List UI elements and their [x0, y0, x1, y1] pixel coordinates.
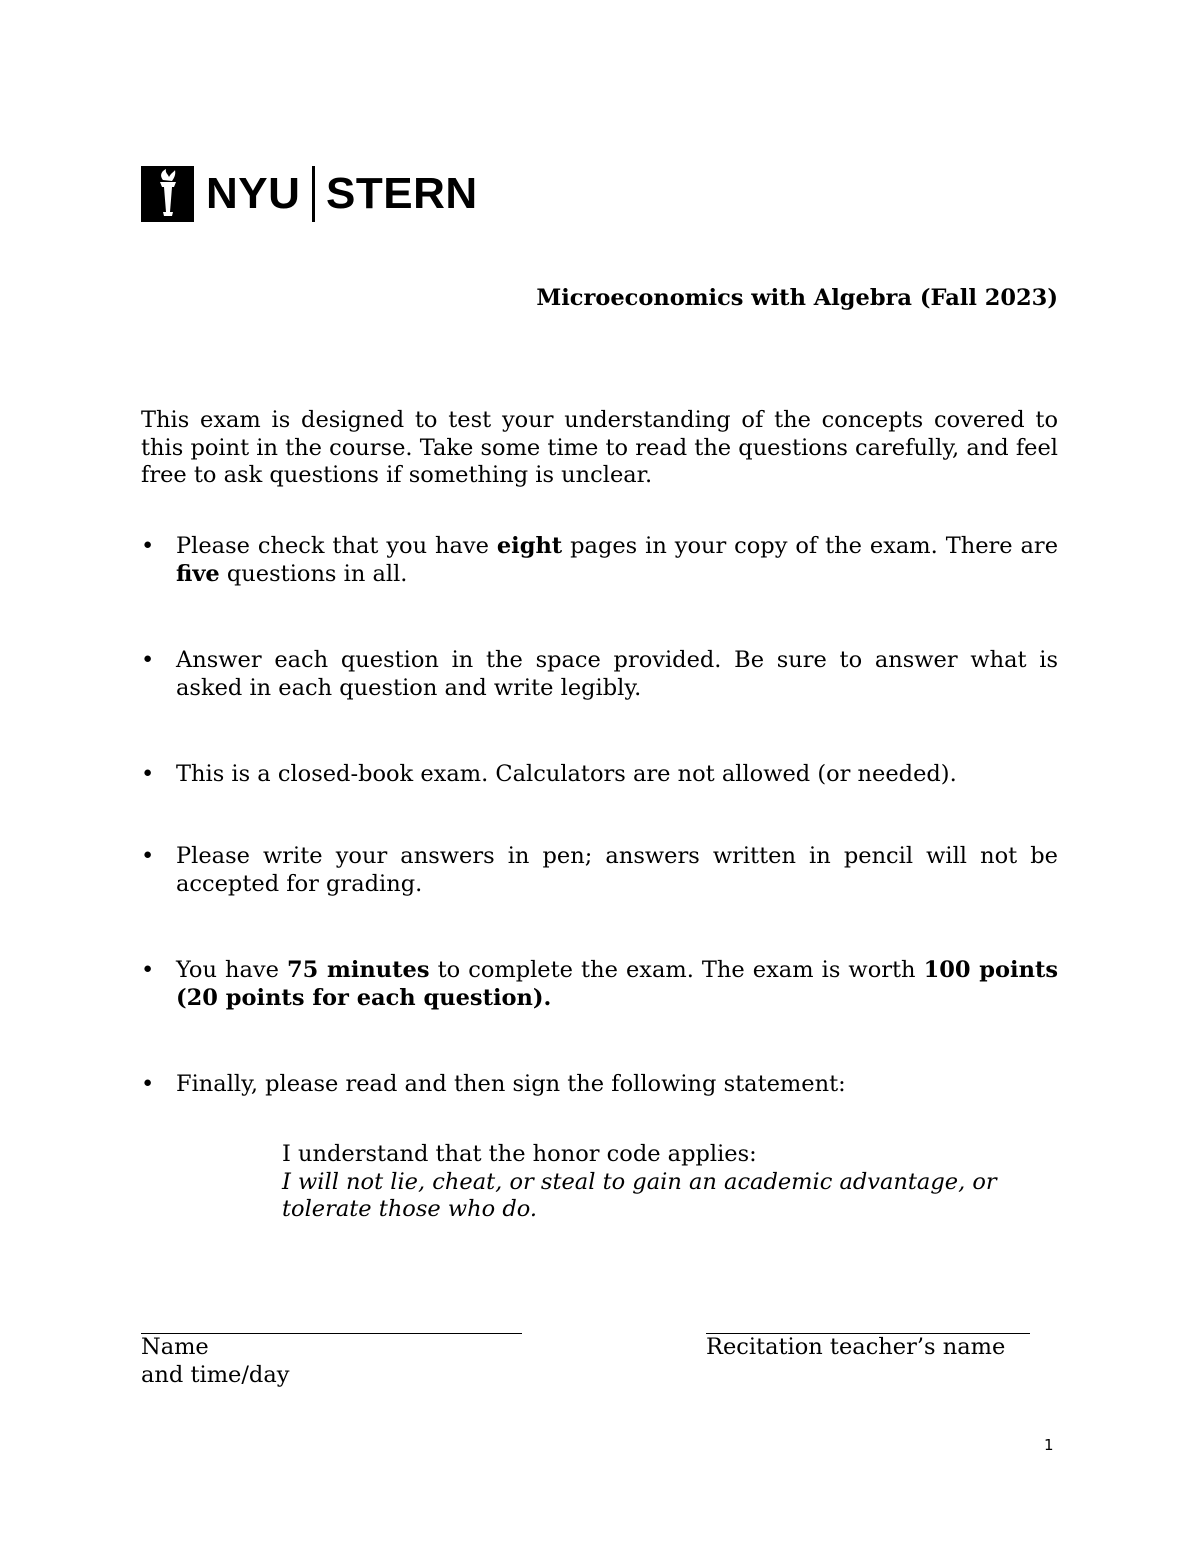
instruction-text: You have 75 minutes to complete the exam. The exam is worth 100 points (20 points for each question).	[176, 957, 1059, 1011]
torch-icon	[141, 166, 194, 222]
bullet-icon	[141, 647, 151, 675]
logo-divider	[312, 166, 315, 222]
course-title: Microeconomics with Algebra (Fall 2023)	[536, 285, 1058, 311]
instruction-text: Answer each question in the space provided. Be sure to answer what is asked in each question and write legibly.	[176, 647, 1058, 701]
instruction-text: Finally, please read and then sign the following statement:	[176, 1071, 846, 1097]
name-field-label	[141, 1333, 289, 1389]
instruction-text: Please write your answers in pen; answers written in pencil will not be accepted for grading.	[176, 843, 1058, 897]
instruction-text: Please check that you have eight pages in your copy of the exam. There are five questions in all.	[176, 533, 1059, 587]
teacher-field-label: Recitation teacher’s name	[706, 1334, 1006, 1360]
logo-nyu-text: NYU	[206, 169, 301, 218]
nyu-stern-logo	[141, 166, 478, 222]
intro-paragraph: This exam is designed to test your understanding of the concepts covered to this point in the course. Take some time to read the questions carefully, and feel free to ask questions if something is unclear.	[141, 407, 1058, 488]
honor-code-statement	[282, 1141, 1042, 1224]
page-number: 1	[1044, 1436, 1054, 1454]
logo-stern-text: STERN	[326, 169, 478, 218]
bullet-icon	[141, 1071, 151, 1099]
name-label-line: Name	[141, 1334, 209, 1360]
bullet-icon	[141, 957, 151, 985]
honor-code-lead: I understand that the honor code applies:	[282, 1141, 757, 1167]
bullet-icon	[141, 533, 151, 561]
bullet-icon	[141, 843, 151, 871]
bullet-icon	[141, 761, 151, 789]
instruction-text: This is a closed-book exam. Calculators are not allowed (or needed).	[176, 761, 957, 787]
time-day-label-line: and time/day	[141, 1362, 290, 1388]
honor-code-quote: I will not lie, cheat, or steal to gain an academic advantage, or tolerate those who do.	[282, 1168, 997, 1222]
